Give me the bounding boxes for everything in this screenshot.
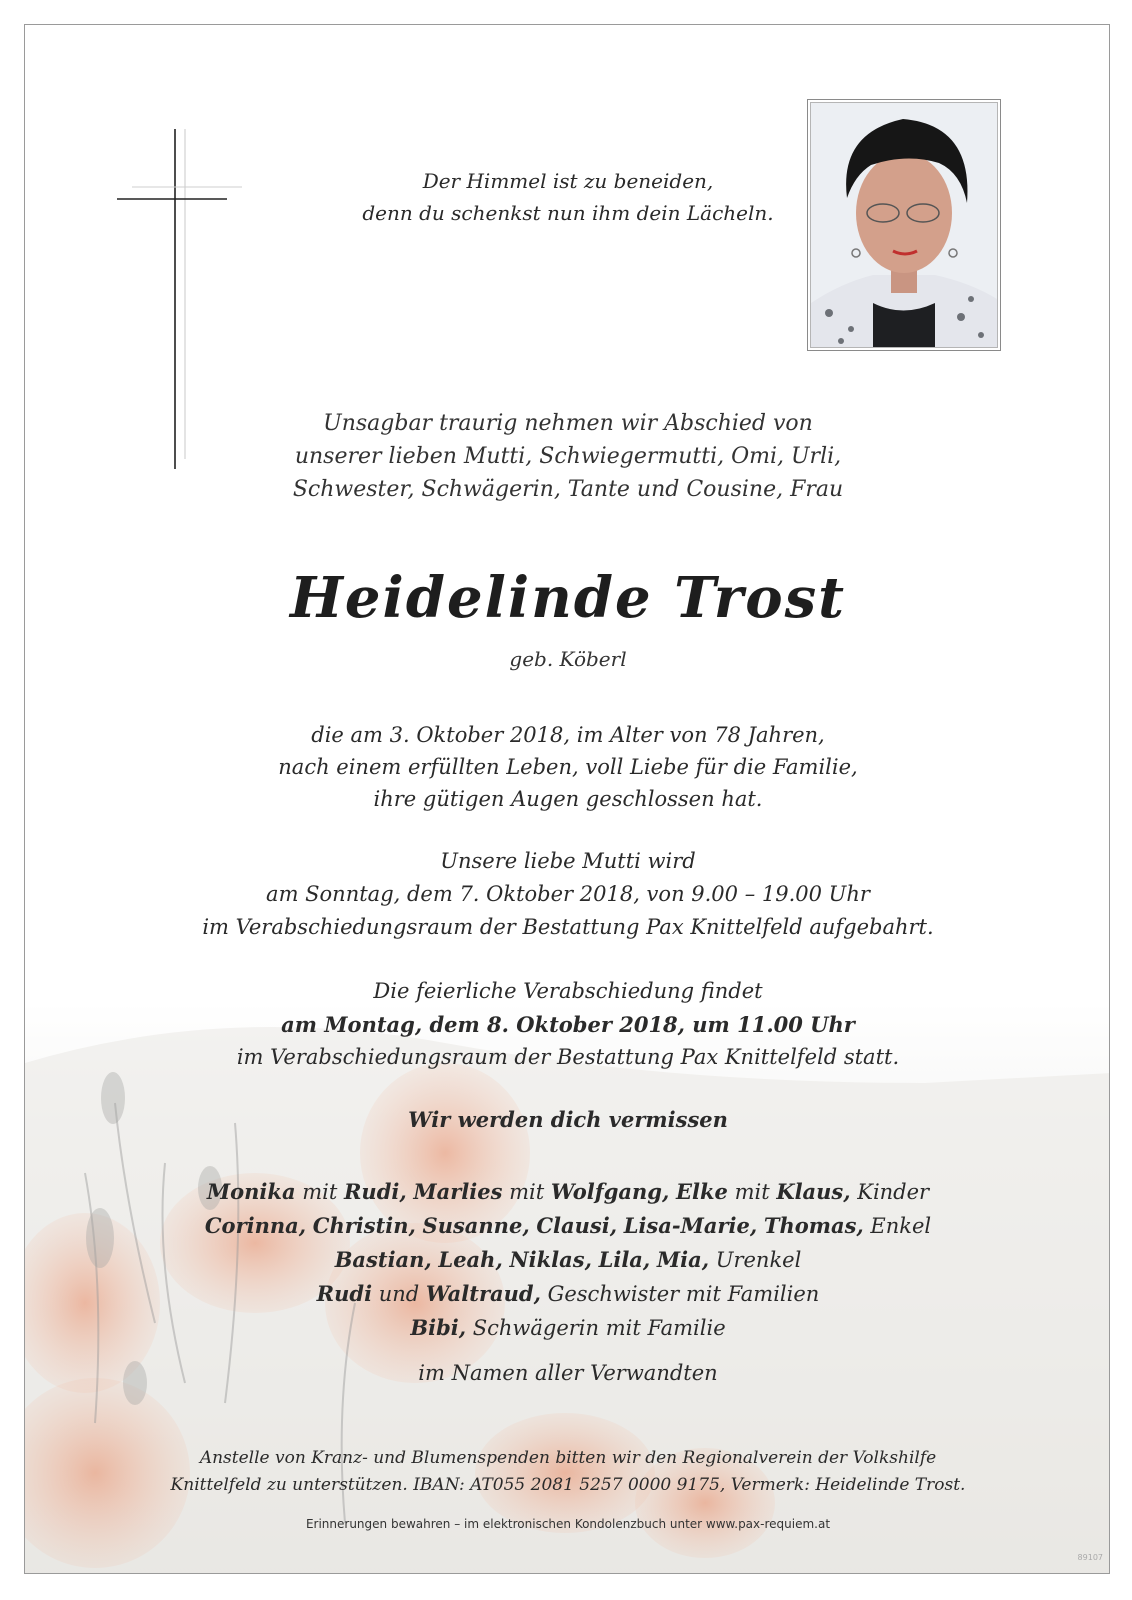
family-separator: , xyxy=(533,1281,541,1306)
family-member-name: Monika xyxy=(206,1179,296,1204)
family-joiner: mit xyxy=(502,1180,551,1204)
family-line xyxy=(25,1311,1110,1345)
donation-line: Knittelfeld zu unterstützen. IBAN: AT055 2081 5257 0000 9175, Vermerk: Heidelinde Trost. xyxy=(170,1475,966,1495)
family-role: Enkel xyxy=(870,1214,932,1238)
family-separator: , xyxy=(399,1179,407,1204)
obituary-card xyxy=(24,24,1110,1574)
family-separator: , xyxy=(661,1179,670,1204)
viewing-line: im Verabschiedungsraum der Bestattung Pax Knittelfeld aufgebahrt. xyxy=(202,915,934,939)
family-separator: , xyxy=(408,1213,416,1238)
viewing-info xyxy=(25,845,1110,944)
family-separator: , xyxy=(749,1213,758,1238)
family-member-name: Waltraud xyxy=(425,1281,534,1306)
relatives-line: im Namen aller Verwandten xyxy=(418,1361,718,1385)
family-member-name: Leah xyxy=(438,1247,496,1272)
intro-text xyxy=(25,407,1110,506)
intro-line: unserer lieben Mutti, Schwiegermutti, Omi, Urli, xyxy=(294,444,842,469)
family-line xyxy=(25,1209,1110,1243)
family-line xyxy=(25,1243,1110,1277)
donation-line: Anstelle von Kranz- und Blumenspenden bitten wir den Regionalverein der Volkshilfe xyxy=(199,1448,937,1468)
family-member-name: Elke xyxy=(675,1179,728,1204)
verse-line: denn du schenkst nun ihm dein Lächeln. xyxy=(362,201,774,225)
family-member-name: Klaus xyxy=(776,1179,844,1204)
family-separator: , xyxy=(843,1179,851,1204)
family-member-name: Lisa-Marie xyxy=(623,1213,750,1238)
print-code: 89107 xyxy=(1077,1553,1103,1562)
verse xyxy=(25,165,1110,229)
family-separator: , xyxy=(458,1315,467,1340)
death-line: ihre gütigen Augen geschlossen hat. xyxy=(373,787,763,811)
family-role: Urenkel xyxy=(715,1248,802,1272)
family-separator: , xyxy=(522,1213,530,1238)
family-role: Geschwister mit Familien xyxy=(547,1282,820,1306)
family-role: Schwägerin mit Familie xyxy=(472,1316,726,1340)
family-member-name: Rudi xyxy=(316,1281,373,1306)
family-joiner: mit xyxy=(727,1180,777,1204)
family-separator: , xyxy=(495,1247,503,1272)
death-line: die am 3. Oktober 2018, im Alter von 78 Jahren, xyxy=(311,723,825,747)
deceased-name: Heidelinde Trost xyxy=(290,565,846,631)
family-separator: , xyxy=(424,1247,432,1272)
family-member-name: Clausi xyxy=(536,1213,610,1238)
family-member-name: Bibi xyxy=(410,1315,459,1340)
family-joiner: mit xyxy=(295,1180,344,1204)
family-line xyxy=(25,1175,1110,1209)
family-member-name: Mia xyxy=(656,1247,702,1272)
family-member-name: Niklas xyxy=(509,1247,585,1272)
family-separator: , xyxy=(642,1247,651,1272)
ceremony-date: am Montag, dem 8. Oktober 2018, um 11.00 Uhr xyxy=(281,1012,855,1037)
viewing-line: Unsere liebe Mutti wird xyxy=(440,849,696,873)
ceremony-line: Die feierliche Verabschiedung findet xyxy=(373,979,763,1003)
family-member-name: Thomas xyxy=(763,1213,857,1238)
death-line: nach einem erfüllten Leben, voll Liebe für die Familie, xyxy=(278,755,858,779)
family-member-name: Lila xyxy=(598,1247,643,1272)
ceremony-line: im Verabschiedungsraum der Bestattung Pax Knittelfeld statt. xyxy=(236,1045,900,1069)
family-member-name: Rudi xyxy=(343,1179,400,1204)
family-role: Kinder xyxy=(857,1180,930,1204)
family-member-name: Bastian xyxy=(334,1247,425,1272)
condolence-footer: Erinnerungen bewahren – im elektronischen Kondolenzbuch unter www.pax-requiem.at xyxy=(305,1517,831,1531)
verse-line: Der Himmel ist zu beneiden, xyxy=(422,169,714,193)
family-member-name: Wolfgang xyxy=(550,1179,662,1204)
ceremony-info xyxy=(25,975,1110,1074)
family-separator: , xyxy=(584,1247,592,1272)
family-separator: , xyxy=(609,1213,617,1238)
miss-heading: Wir werden dich vermissen xyxy=(408,1107,728,1132)
family-member-name: Corinna xyxy=(204,1213,299,1238)
family-list xyxy=(25,1175,1110,1345)
viewing-line: am Sonntag, dem 7. Oktober 2018, von 9.00 – 19.00 Uhr xyxy=(266,882,870,906)
intro-line: Unsagbar traurig nehmen wir Abschied von xyxy=(323,411,813,436)
family-member-name: Christin xyxy=(312,1213,409,1238)
family-member-name: Susanne xyxy=(422,1213,523,1238)
family-separator: , xyxy=(856,1213,864,1238)
intro-line: Schwester, Schwägerin, Tante und Cousine, Frau xyxy=(292,477,844,502)
family-separator: , xyxy=(701,1247,710,1272)
death-notice xyxy=(25,719,1110,815)
maiden-name: geb. Köberl xyxy=(509,647,627,671)
family-joiner: und xyxy=(372,1282,426,1306)
donation-note xyxy=(25,1445,1110,1499)
family-member-name: Marlies xyxy=(413,1179,503,1204)
family-line xyxy=(25,1277,1110,1311)
family-separator: , xyxy=(298,1213,307,1238)
